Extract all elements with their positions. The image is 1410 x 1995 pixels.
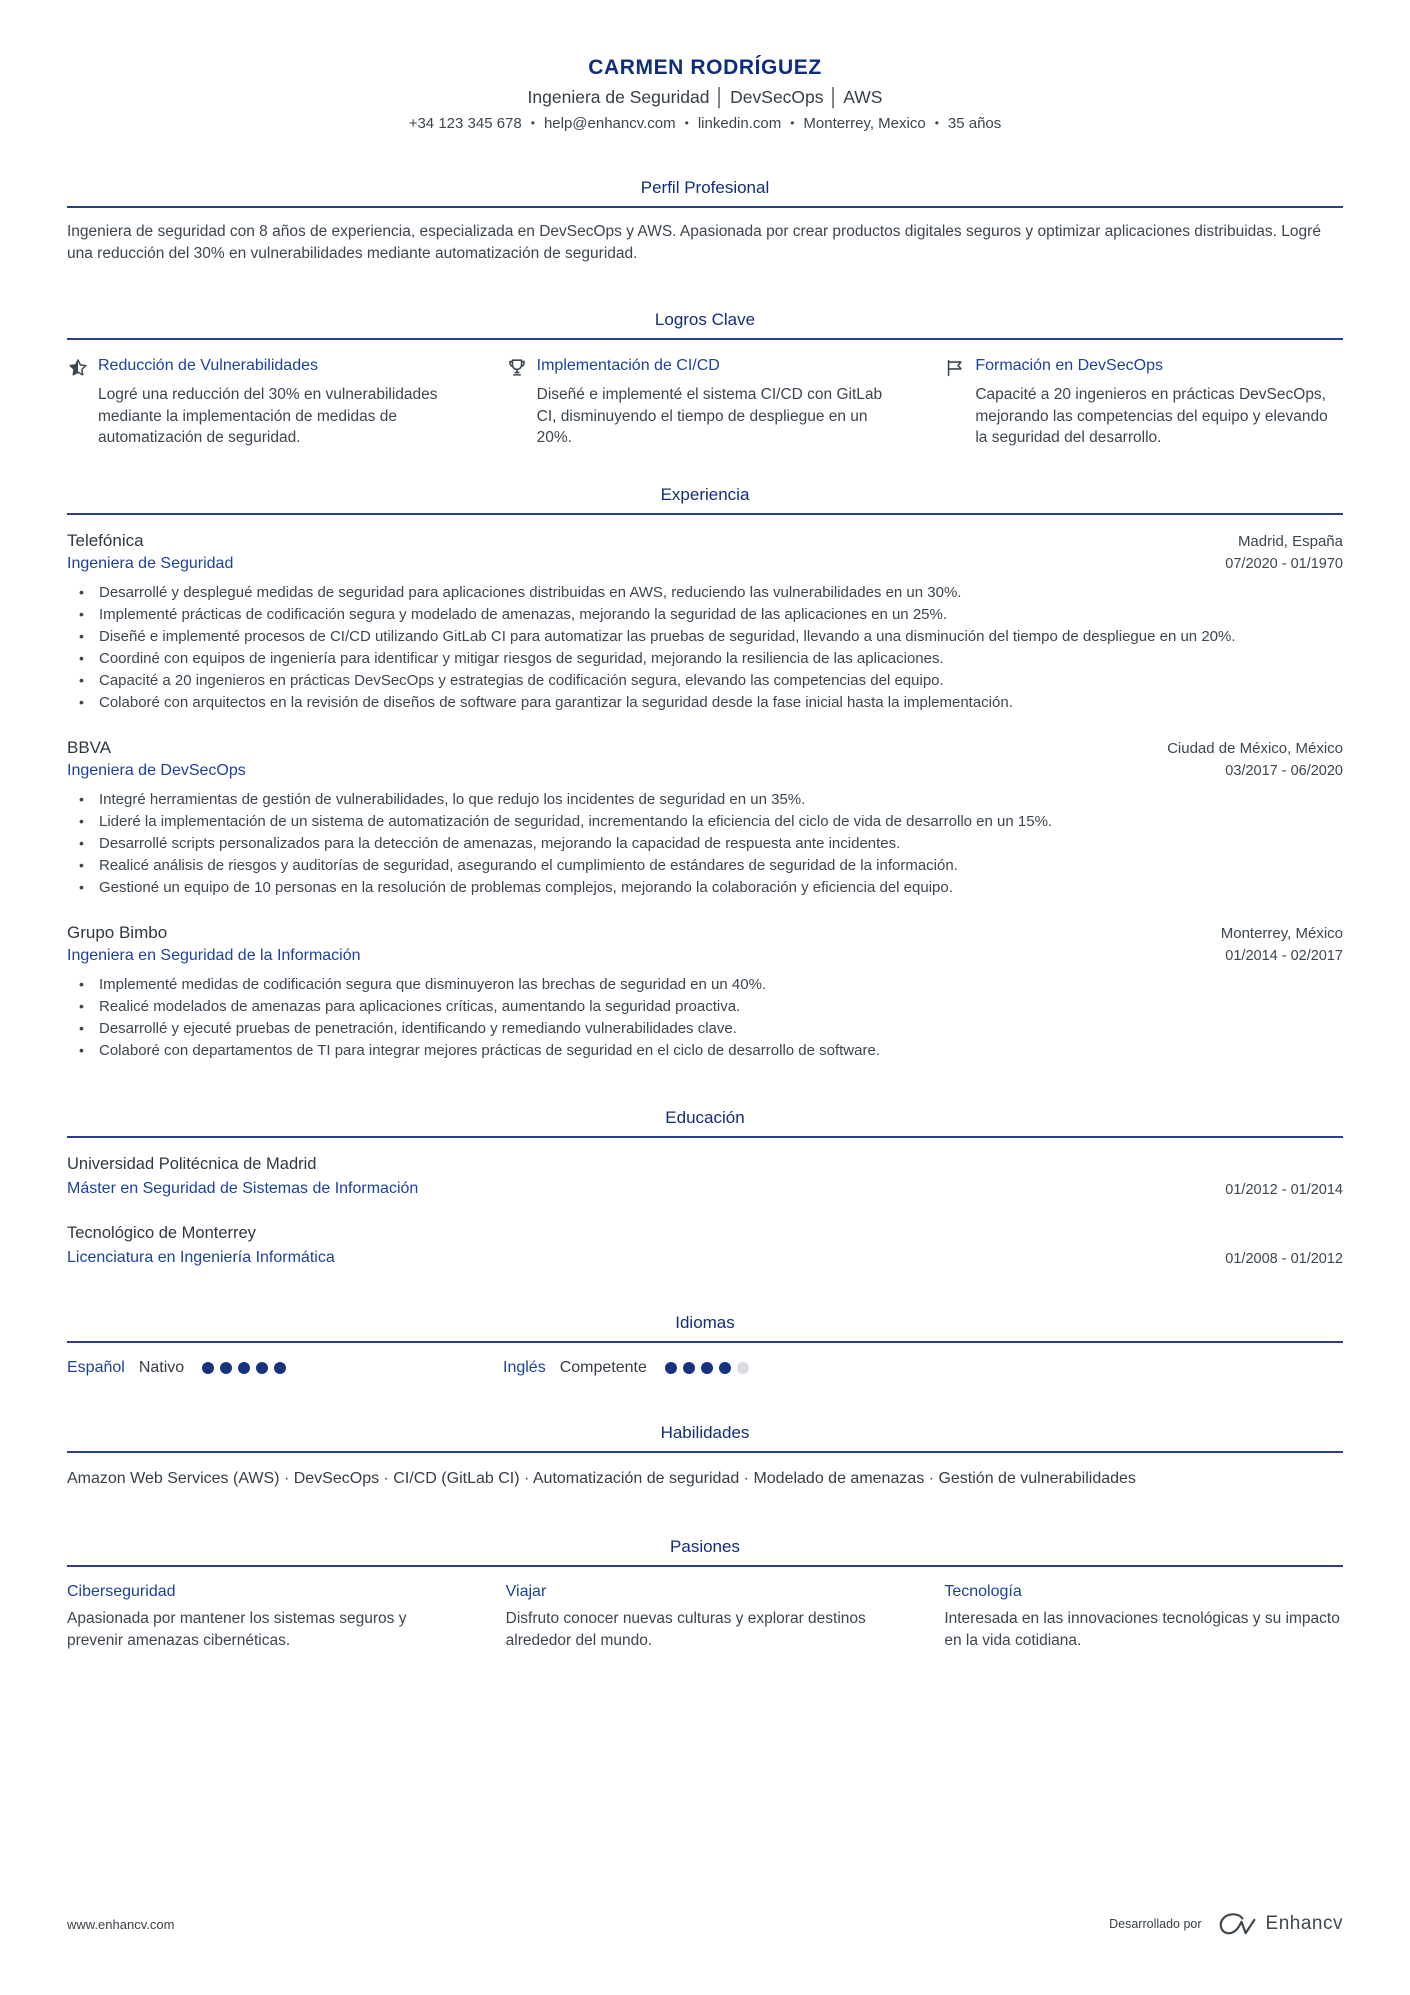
page-footer xyxy=(67,1909,1343,1939)
achievement-item xyxy=(506,356,905,448)
section-profile xyxy=(67,178,1343,264)
section-title-achievements: Logros Clave xyxy=(654,310,756,330)
person-name: CARMEN RODRÍGUEZ xyxy=(588,56,822,79)
section-achievements xyxy=(67,310,1343,448)
section-education xyxy=(67,1108,1343,1267)
section-experience xyxy=(67,485,1343,1063)
achievement-text: Logré una reducción del 30% en vulnerabilidades mediante la implementación de medidas de automatización de seguridad. xyxy=(98,386,438,447)
education-dates: 01/2008 - 01/2012 xyxy=(1225,1251,1343,1268)
section-title-passions: Pasiones xyxy=(670,1537,740,1557)
language-name: Español xyxy=(67,1359,125,1377)
job-role: Ingeniera de DevSecOps xyxy=(67,761,246,779)
contact-phone: +34 123 345 678 xyxy=(408,115,522,132)
education-dates: 01/2012 - 01/2014 xyxy=(1225,1182,1343,1199)
passion-text: Apasionada por mantener los sistemas seguros y prevenir amenazas cibernéticas. xyxy=(67,1610,407,1649)
job-dates: 07/2020 - 01/1970 xyxy=(1225,555,1343,572)
education-entry xyxy=(67,1155,1343,1198)
contact-location: Monterrey, Mexico xyxy=(803,115,926,132)
job-bullet: • Desarrollé scripts personalizados para la detección de amenazas, mejorando la capacidad de respuesta ante incidentes. xyxy=(73,833,1343,855)
contact-separator: • xyxy=(790,116,795,130)
passion-title: Viajar xyxy=(505,1583,547,1601)
passion-title: Ciberseguridad xyxy=(67,1583,176,1601)
achievement-text: Diseñé e implementé el sistema CI/CD con GitLab CI, disminuyendo el tiempo de despliegue en un 20%. xyxy=(536,386,883,447)
job-role: Ingeniera de Seguridad xyxy=(67,554,234,572)
language-proficiency-dots xyxy=(202,1362,286,1374)
section-divider xyxy=(67,1451,1343,1453)
section-title-education: Educación xyxy=(665,1108,745,1128)
contact-line xyxy=(67,115,1343,132)
passion-text: Disfruto conocer nuevas culturas y explorar destinos alrededor del mundo. xyxy=(505,1610,866,1649)
passions-grid xyxy=(67,1583,1343,1651)
education-degree: Máster en Seguridad de Sistemas de Información xyxy=(67,1180,419,1198)
job-location: Monterrey, México xyxy=(1220,925,1343,943)
contact-separator: • xyxy=(934,116,939,130)
job-bullet: • Realicé análisis de riesgos y auditorías de seguridad, asegurando el cumplimiento de estándares de seguridad de la información. xyxy=(73,855,1343,877)
language-proficiency-dots xyxy=(665,1362,749,1374)
job-bullet: • Lideré la implementación de un sistema de automatización de seguridad, incrementando la eficiencia del ciclo de vida de desarrollo en un 15%. xyxy=(73,811,1343,833)
section-divider xyxy=(67,513,1343,515)
achievement-text: Capacité a 20 ingenieros en prácticas DevSecOps, mejorando las competencias del equipo y elevando la seguridad del desarrollo. xyxy=(975,386,1328,447)
section-title-languages: Idiomas xyxy=(675,1313,735,1333)
language-item xyxy=(67,1359,503,1377)
job-bullet: • Gestioné un equipo de 10 personas en la resolución de problemas complejos, mejorando la colaboración y eficiencia del equipo. xyxy=(73,877,1343,899)
contact-email[interactable]: help@enhancv.com xyxy=(543,115,676,132)
trophy-icon xyxy=(506,357,528,379)
enhancv-logo-icon xyxy=(1214,1909,1258,1939)
contact-separator: • xyxy=(684,116,689,130)
job-bullet: • Implementé medidas de codificación segura que disminuyeron las brechas de seguridad en un 40%. xyxy=(73,974,1343,996)
job-dates: 03/2017 - 06/2020 xyxy=(1225,762,1343,779)
job-bullets xyxy=(67,789,1343,899)
job-bullet: • Colaboré con departamentos de TI para integrar mejores prácticas de seguridad en el ciclo de desarrollo de software. xyxy=(73,1040,1343,1062)
job-role: Ingeniera en Seguridad de la Información xyxy=(67,947,361,965)
job-bullet: • Diseñé e implementé procesos de CI/CD utilizando GitLab CI para automatizar las pruebas de seguridad, llevando a una disminución del tiempo de despliegue en un 20%. xyxy=(73,626,1343,648)
profile-summary: Ingeniera de seguridad con 8 años de experiencia, especializada en DevSecOps y AWS. Apasionada por crear productos digitales seguros y optimizar aplicaciones distribuidas. Logré una reducción del 30% en vulnerabilidades mediante automatización de seguridad. xyxy=(67,223,1321,262)
experience-entry xyxy=(67,923,1343,1062)
section-divider xyxy=(67,206,1343,208)
job-bullets xyxy=(67,582,1343,714)
contact-separator: • xyxy=(530,116,535,130)
person-title: Ingeniera de Seguridad │ DevSecOps │ AWS xyxy=(527,87,883,107)
section-divider xyxy=(67,1136,1343,1138)
section-divider xyxy=(67,1565,1343,1567)
job-bullet: • Colaboré con arquitectos en la revisión de diseños de software para garantizar la seguridad desde la fase inicial hasta la implementación. xyxy=(73,692,1343,714)
section-passions xyxy=(67,1537,1343,1651)
achievement-item xyxy=(67,356,466,448)
language-name: Inglés xyxy=(503,1359,546,1377)
contact-linkedin[interactable]: linkedin.com xyxy=(697,115,782,132)
job-bullet: • Desarrollé y desplegué medidas de seguridad para aplicaciones distribuidas en AWS, reduciendo las vulnerabilidades en un 30%. xyxy=(73,582,1343,604)
section-divider xyxy=(67,1341,1343,1343)
job-bullet: • Integré herramientas de gestión de vulnerabilidades, lo que redujo los incidentes de seguridad en un 35%. xyxy=(73,789,1343,811)
language-level: Nativo xyxy=(138,1359,185,1377)
passion-item xyxy=(506,1583,905,1651)
achievement-title: Reducción de Vulnerabilidades xyxy=(98,357,318,375)
education-school: Universidad Politécnica de Madrid xyxy=(67,1155,317,1174)
education-degree: Licenciatura en Ingeniería Informática xyxy=(67,1249,335,1267)
job-bullet: • Implementé prácticas de codificación segura y modelado de amenazas, mejorando la seguridad de las aplicaciones en un 25%. xyxy=(73,604,1343,626)
passion-item xyxy=(944,1583,1343,1651)
job-bullet: • Desarrollé y ejecuté pruebas de penetración, identificando y remediando vulnerabilidades clave. xyxy=(73,1018,1343,1040)
passion-title: Tecnología xyxy=(944,1583,1022,1601)
achievement-item xyxy=(944,356,1343,448)
skills-list: Amazon Web Services (AWS) · DevSecOps · CI/CD (GitLab CI) · Automatización de seguridad · Modelado de amenazas · Gestión de vulnerabilidades xyxy=(67,1470,1136,1488)
section-languages xyxy=(67,1313,1343,1377)
job-dates: 01/2014 - 02/2017 xyxy=(1225,948,1343,965)
job-bullet: • Realicé modelados de amenazas para aplicaciones críticas, aumentando la seguridad proactiva. xyxy=(73,996,1343,1018)
job-company: Grupo Bimbo xyxy=(67,923,168,943)
languages-row xyxy=(67,1359,1343,1377)
job-bullets xyxy=(67,974,1343,1062)
passion-item xyxy=(67,1583,466,1651)
star-half-icon xyxy=(67,357,89,379)
job-company: BBVA xyxy=(67,737,112,757)
education-school: Tecnológico de Monterrey xyxy=(67,1224,256,1243)
header xyxy=(67,56,1343,132)
section-title-experience: Experiencia xyxy=(660,484,750,504)
powered-by-label: Desarrollado por xyxy=(1109,1917,1202,1931)
contact-age: 35 años xyxy=(947,115,1002,132)
section-title-profile: Perfil Profesional xyxy=(640,178,770,197)
footer-brand xyxy=(1109,1909,1343,1939)
language-item xyxy=(503,1359,939,1377)
achievement-title: Implementación de CI/CD xyxy=(536,357,720,375)
job-location: Madrid, España xyxy=(1237,532,1343,550)
section-divider xyxy=(67,338,1343,340)
brand-name: Enhancv xyxy=(1265,1913,1343,1934)
experience-entry xyxy=(67,738,1343,899)
job-bullet: • Capacité a 20 ingenieros en prácticas DevSecOps y estrategias de codificación segura, elevando las competencias del equipo. xyxy=(73,670,1343,692)
achievement-title: Formación en DevSecOps xyxy=(975,357,1163,375)
education-entry xyxy=(67,1224,1343,1267)
section-title-skills: Habilidades xyxy=(660,1423,750,1443)
flag-icon xyxy=(944,357,966,379)
experience-entry xyxy=(67,531,1343,714)
achievements-grid xyxy=(67,356,1343,448)
job-company: Telefónica xyxy=(67,530,144,550)
language-level: Competente xyxy=(559,1359,647,1377)
footer-site-link[interactable]: www.enhancv.com xyxy=(67,1916,175,1932)
job-location: Ciudad de México, México xyxy=(1167,739,1343,757)
passion-text: Interesada en las innovaciones tecnológicas y su impacto en la vida cotidiana. xyxy=(944,1610,1340,1649)
section-skills xyxy=(67,1423,1343,1491)
job-bullet: • Coordiné con equipos de ingeniería para identificar y mitigar riesgos de seguridad, mejorando la resiliencia de las aplicaciones. xyxy=(73,648,1343,670)
